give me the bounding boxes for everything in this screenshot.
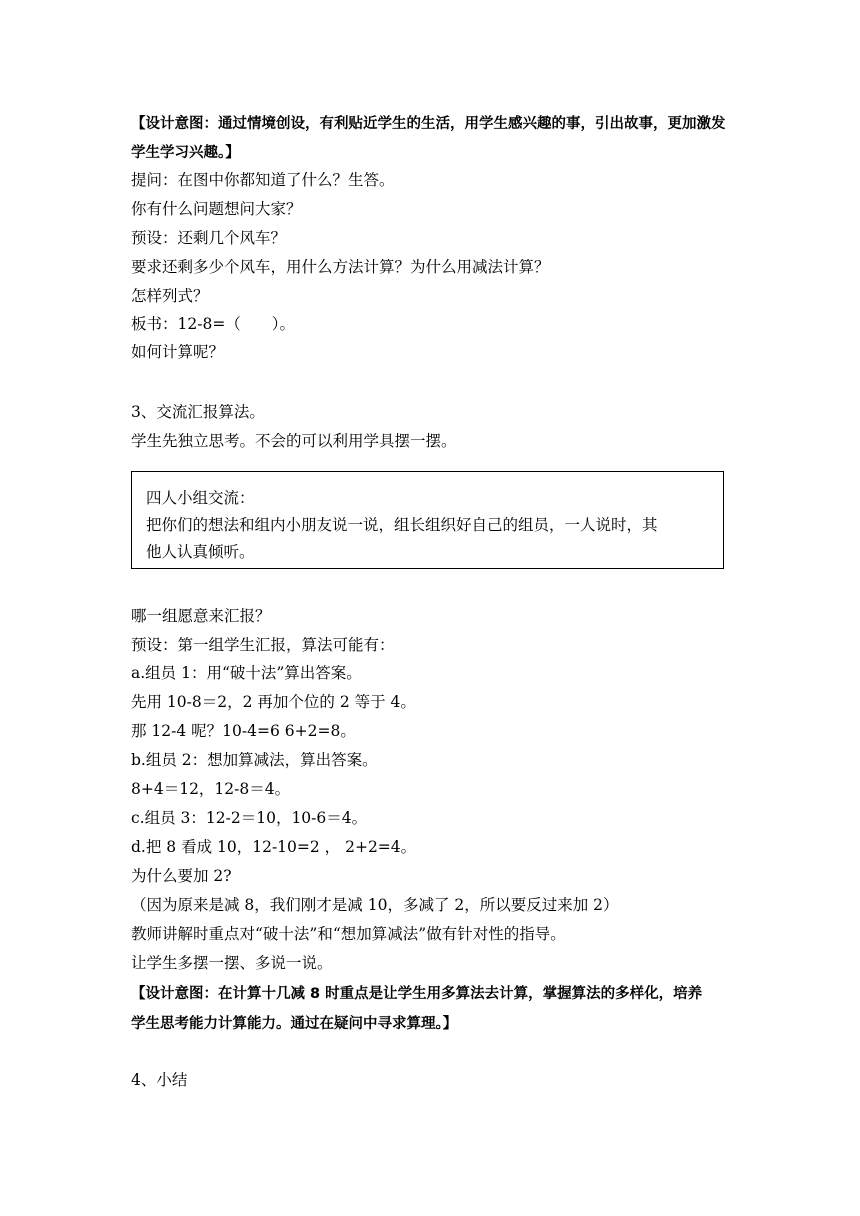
because-text: （因为原来是减 8，我们刚才是减 10，多减了 2，所以要反过来加 2） bbox=[131, 896, 619, 914]
member-b-step: 8+4＝12，12-8＝4。 bbox=[131, 780, 291, 798]
section-3-title: 3、交流汇报算法。 bbox=[131, 403, 265, 421]
member-a-step-2: 那 12-4 呢？10-4=6 6+2=8。 bbox=[131, 722, 356, 740]
let-students-text: 让学生多摆一摆、多说一说。 bbox=[131, 954, 333, 972]
group-discussion-box bbox=[131, 471, 724, 569]
board-text: 板书：12-8=（ ）。 bbox=[131, 315, 296, 333]
teacher-explain-text: 教师讲解时重点对“破十法”和“想加算减法”做有针对性的指导。 bbox=[131, 925, 566, 943]
box-line-1: 把你们的想法和组内小朋友说一说，组长组织好自己的组员，一人说时，其 bbox=[146, 516, 658, 534]
question-text: 提问：在图中你都知道了什么？生答。 bbox=[131, 171, 395, 189]
which-group-text: 哪一组愿意来汇报？ bbox=[131, 607, 271, 625]
method-question-text: 要求还剩多少个风车，用什么方法计算？为什么用减法计算？ bbox=[131, 258, 550, 276]
member-a-text: a.组员 1：用“破十法”算出答案。 bbox=[131, 664, 362, 682]
think-alone-text: 学生先独立思考。不会的可以利用学具摆一摆。 bbox=[131, 432, 457, 450]
ask-text: 你有什么问题想问大家？ bbox=[131, 200, 302, 218]
preset-2-text: 预设：第一组学生汇报，算法可能有： bbox=[131, 636, 395, 654]
design-intent-2-line-1: 【设计意图：在计算十几减 8 时重点是让学生用多算法去计算，掌握算法的多样化，培养 bbox=[131, 986, 703, 1002]
how-calc-text: 如何计算呢？ bbox=[131, 343, 225, 361]
design-intent-1-line-1: 【设计意图：通过情境创设，有利贴近学生的生活，用学生感兴趣的事，引出故事，更加激发 bbox=[131, 116, 726, 132]
member-b-text: b.组员 2：想加算减法，算出答案。 bbox=[131, 751, 378, 769]
section-4-title: 4、小结 bbox=[131, 1071, 188, 1089]
why-add-2-text: 为什么要加 2? bbox=[131, 867, 232, 885]
design-intent-2-line-2: 学生思考能力计算能力。通过在疑问中寻求算理。】 bbox=[131, 1016, 458, 1032]
design-intent-1-line-2: 学生学习兴趣。】 bbox=[131, 145, 240, 161]
member-c-text: c.组员 3：12-2＝10，10-6＝4。 bbox=[131, 809, 368, 827]
formula-question-text: 怎样列式？ bbox=[131, 287, 209, 305]
box-title: 四人小组交流： bbox=[146, 489, 255, 507]
member-d-text: d.把 8 看成 10，12-10=2 ， 2+2=4。 bbox=[131, 838, 417, 856]
box-line-2: 他人认真倾听。 bbox=[146, 543, 255, 561]
preset-1-text: 预设：还剩几个风车？ bbox=[131, 229, 287, 247]
member-a-step-1: 先用 10-8＝2，2 再加个位的 2 等于 4。 bbox=[131, 693, 416, 711]
